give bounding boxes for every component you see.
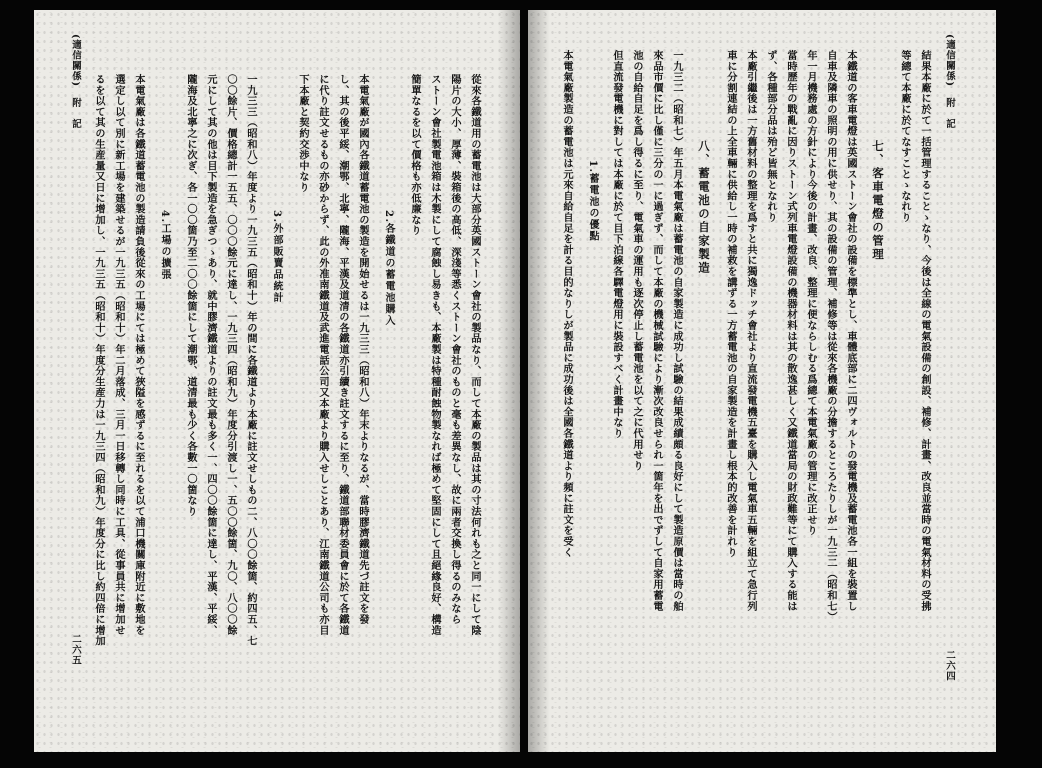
text-column: 〇〇餘片、價格總計一五五、〇〇〇餘元に達し、一九三四（昭和九）年度分引渡し一、五〇〇餘箇、九〇、八〇〇餘 xyxy=(225,74,237,636)
text-column: 當時歷年の戰亂に因りストーン式列車電燈設備の機器材料は其の散逸甚しく又鐵道當局の財政難等にて購入する能は xyxy=(785,50,797,612)
section-heading: 4.工場の擴張 xyxy=(159,210,170,281)
text-column: ストーン會社製電池箱は木製にして腐蝕し易きも、本廠製は特種耐蝕物製なれば極めて堅固にして且絕緣良好、構造 xyxy=(429,74,441,636)
text-column: るを以て其の生産量又日に增加し、一九三五（昭和十）年度分生産力は一九三四（昭和九）年度分に比し約四倍に增加 xyxy=(93,74,105,647)
text-column: 但直流發電機に對しては本廠に於て目下泊線各驛電燈用に裝設すべく計畫中なり xyxy=(611,50,623,439)
text-column: 自車及隣車の照明の用に供せり、其の設備の管理、補修等は從來各機廠の分擔するところたりしが一九三二（昭和七） xyxy=(825,50,837,623)
text-column: 本電氣廠が國內各鐵道蓄電池の製造を開始せるは一九三三（昭和八）年末よりなるが、當時膠濟鐵道先づ註文を發 xyxy=(357,74,369,625)
text-column: 來品市價に比し僅に三分の一に過ぎず、而して本廠の機械試驗により漸次改良せられ一箇年を出でずして自家用蓄電 xyxy=(651,50,663,612)
gutter-shadow xyxy=(498,10,520,752)
right-page xyxy=(528,10,996,752)
text-column: 下本廠と契約交渉中なり xyxy=(297,74,309,193)
text-column: 等總て本廠に於てなすことゝなれり xyxy=(899,50,911,223)
text-column: 本廠引繼後は一方舊材料の整理を爲すと共に獨逸ドッチ會社より直流發電機五臺を購入し電氣車五輛を組立て急行列 xyxy=(745,50,757,612)
text-column: 陽片の大小、厚薄、裝箱後の高低、深淺等悉くストーン會社のものと毫も差異なし、故に兩者交換し得るのみなら xyxy=(449,74,461,625)
text-column: 隴海及北寧之に次ぎ、各一〇〇箇乃至二〇〇餘箇にして潮鄂、道清最も少く各數一〇箇なり xyxy=(185,74,197,517)
page-number: 二六四 xyxy=(944,650,955,682)
section-heading: 2.各鐵道の蓄電池購入 xyxy=(383,210,394,327)
text-column: 本鐵道の客車電燈は英國ストーン會社の設備を標準とし、車體底部に二四ヴォルトの發電機及蓄電池各一組を裝置し xyxy=(845,50,857,612)
text-column: 池の自給自足を爲し得るに至り、電氣車の運用も逐次停止し蓄電池を以て之に代用せり xyxy=(631,50,643,472)
text-column: 從來各鐵道用の蓄電池は大部分英國ストーン會社の製品なり、而して本廠の製品は其の寸法何れも之と同一にして陰 xyxy=(469,74,481,636)
text-column: 車に分割連結の上全車輛に供給し一時の補救を講ずる一方蓄電池の自家製造を計畫し根本的改善を計れり xyxy=(725,50,737,558)
text-column: 元にして其の他は目下製造を急ぎつゝあり、就中膠濟鐵道よりの註文最も多く一、四〇〇餘箇に達し、平漢、平綏、 xyxy=(205,74,217,636)
section-heading: 八、蓄電池の自家製造 xyxy=(697,140,711,275)
running-head: (適信關係) 附 記 xyxy=(944,34,955,129)
text-column: 年一月機務處の方針により今後の計畫、改良、整理に便ならしむる爲總て本電氣廠の管理に改正せり xyxy=(805,50,817,536)
text-column: 一九三三（昭和八）年度より一九三五（昭和十）年の間に各鐵道より本廠に註文せしもの二、八〇〇餘箇、約四五、七 xyxy=(245,74,257,647)
text-column: 本電氣廠は各鐵道蓄電池の製造請負後從來の工場にては極めて狹隘を感ずるに至れるを以て浦口機關庫附近に敷地を xyxy=(133,74,145,636)
text-column: 本電氣廠製造の蓄電池は元來自給自足を計る目的なりしが製品に成功後は全國各鐵道より頻に註文を受く xyxy=(561,50,573,558)
text-column: 結果本廠に於て一括管理することゝなり、今後は全線の電氣設備の創設、補修、計畫、改良並當時の電氣材料の受拂 xyxy=(919,50,931,612)
section-heading: 1.蓄電池の優點 xyxy=(587,160,598,243)
left-page xyxy=(34,10,520,752)
text-column: に代り註文せるもの亦砂からず、此の外准南鐵道及武進電話公司又本廠より購入せしことあり、江南鐵道公司も亦目 xyxy=(317,74,329,636)
running-head: (適信關係) 附 記 xyxy=(70,34,81,129)
page-number: 二六五 xyxy=(70,634,81,666)
text-column: ず、各種部分品は殆ど皆無となれり xyxy=(765,50,777,223)
section-heading: 七、客車電燈の管理 xyxy=(871,140,885,262)
text-column: し、其の後平綏、潮鄂、北寧、隴海、平漢及道清の各鐵道亦引續き註文するに至り、鐵道部聯材委員會に於て各鐵道 xyxy=(337,74,349,636)
section-heading: 3.外部販賣品統計 xyxy=(271,210,282,304)
text-column: 一九三二（昭和七）年五月本電氣廠は蓄電池の自家製造に成功し試驗の結果成績頗る良好にして製造原價は當時の舶 xyxy=(671,50,683,612)
text-column: 選定し以て別に新工場を建築せるが一九三五（昭和十）年二月落成、三月一日移轉し同時に工具、從事員共に增加せ xyxy=(113,74,125,636)
text-column: 簡單なるを以て價格も亦低廉なり xyxy=(409,74,421,236)
gutter-shadow xyxy=(528,10,550,752)
